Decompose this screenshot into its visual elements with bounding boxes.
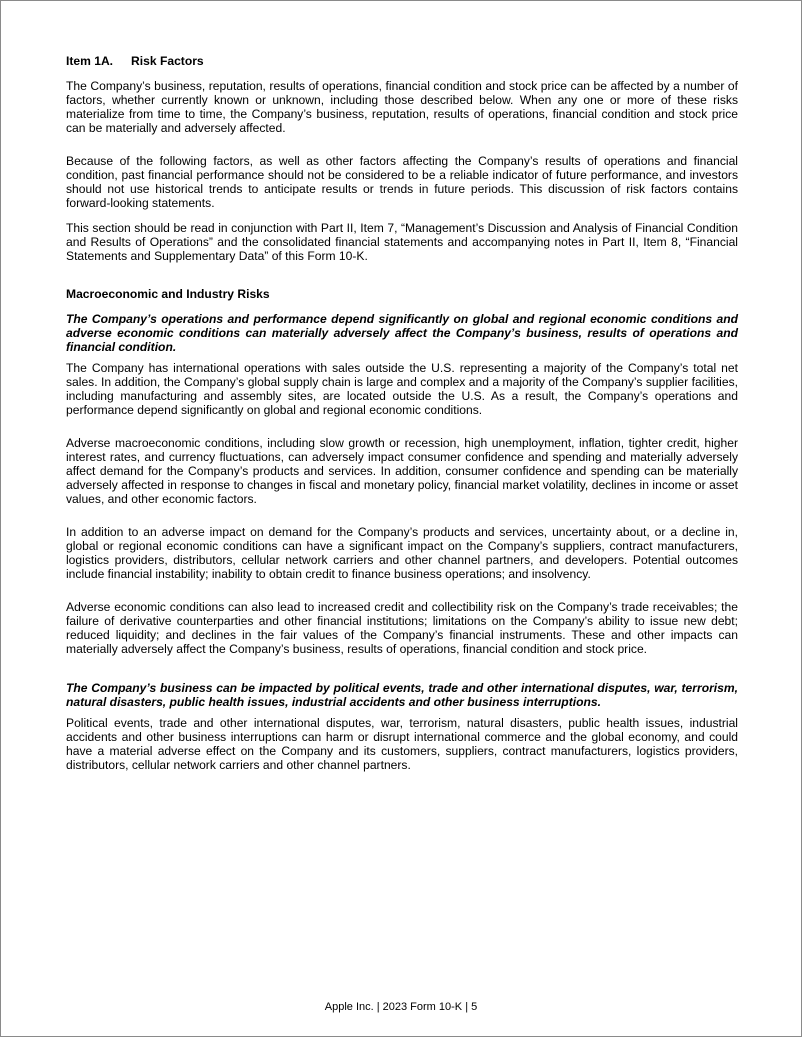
intro-paragraph: Because of the following factors, as well as other factors affecting the Company’s results of operations and financial condition, past financial performance should not be considered to be a reliable indicator of future performance, and investors should not use historical trends to anticipate results or trends in future periods. This discussion of risk factors contains forward-looking statements. xyxy=(66,154,738,210)
page-content xyxy=(66,54,738,783)
risk-title: The Company’s operations and performance depend significantly on global and regional economic conditions and adverse economic conditions can materially adversely affect the Company’s business, results of operations and financial condition. xyxy=(66,312,738,354)
intro-paragraph: The Company’s business, reputation, results of operations, financial condition and stock price can be affected by a number of factors, whether currently known or unknown, including those described below. When any one or more of these risks materialize from time to time, the Company’s business, reputation, results of operations, financial condition and stock price can be materially and adversely affected. xyxy=(66,79,738,135)
risk-paragraph: The Company has international operations with sales outside the U.S. representing a majority of the Company’s total net sales. In addition, the Company’s global supply chain is large and complex and a majority of the Company’s supplier facilities, including manufacturing and assembly sites, are located outside the U.S. As a result, the Company’s operations and performance depend significantly on global and regional economic conditions. xyxy=(66,361,738,417)
risk-paragraph: Political events, trade and other international disputes, war, terrorism, natural disasters, public health issues, industrial accidents and other business interruptions can harm or disrupt international commerce and the global economy, and could have a material adverse effect on the Company and its customers, suppliers, contract manufacturers, logistics providers, distributors, cellular network carriers and other channel partners. xyxy=(66,716,738,772)
risk-title: The Company’s business can be impacted by political events, trade and other international disputes, war, terrorism, natural disasters, public health issues, industrial accidents and other business interruptions. xyxy=(66,681,738,709)
section-heading: Macroeconomic and Industry Risks xyxy=(66,287,270,301)
intro-paragraph: This section should be read in conjunction with Part II, Item 7, “Management’s Discussion and Analysis of Financial Condition and Results of Operations” and the consolidated financial statements and accompanying notes in Part II, Item 8, “Financial Statements and Supplementary Data” of this Form 10-K. xyxy=(66,221,738,263)
item-title: Risk Factors xyxy=(131,54,204,68)
risk-paragraph: In addition to an adverse impact on demand for the Company’s products and services, uncertainty about, or a decline in, global or regional economic conditions can have a significant impact on the Company’s suppliers, contract manufacturers, logistics providers, distributors, cellular network carriers and other channel partners, and developers. Potential outcomes include financial instability; inability to obtain credit to finance business operations; and insolvency. xyxy=(66,525,738,581)
item-heading xyxy=(66,54,738,68)
item-number: Item 1A. xyxy=(66,54,114,68)
risk-paragraph: Adverse economic conditions can also lead to increased credit and collectibility risk on the Company’s trade receivables; the failure of derivative counterparties and other financial institutions; limitations on the Company’s ability to issue new debt; reduced liquidity; and declines in the fair values of the Company’s financial instruments. These and other impacts can materially adversely affect the Company’s business, results of operations, financial condition and stock price. xyxy=(66,600,738,656)
page-footer: Apple Inc. | 2023 Form 10-K | 5 xyxy=(324,1001,478,1013)
risk-paragraph: Adverse macroeconomic conditions, including slow growth or recession, high unemployment, inflation, tighter credit, higher interest rates, and currency fluctuations, can adversely impact consumer confidence and spending and materially adversely affect demand for the Company’s products and services. In addition, consumer confidence and spending can be materially adversely affected in response to changes in fiscal and monetary policy, financial market volatility, declines in income or asset values, and other economic factors. xyxy=(66,436,738,506)
